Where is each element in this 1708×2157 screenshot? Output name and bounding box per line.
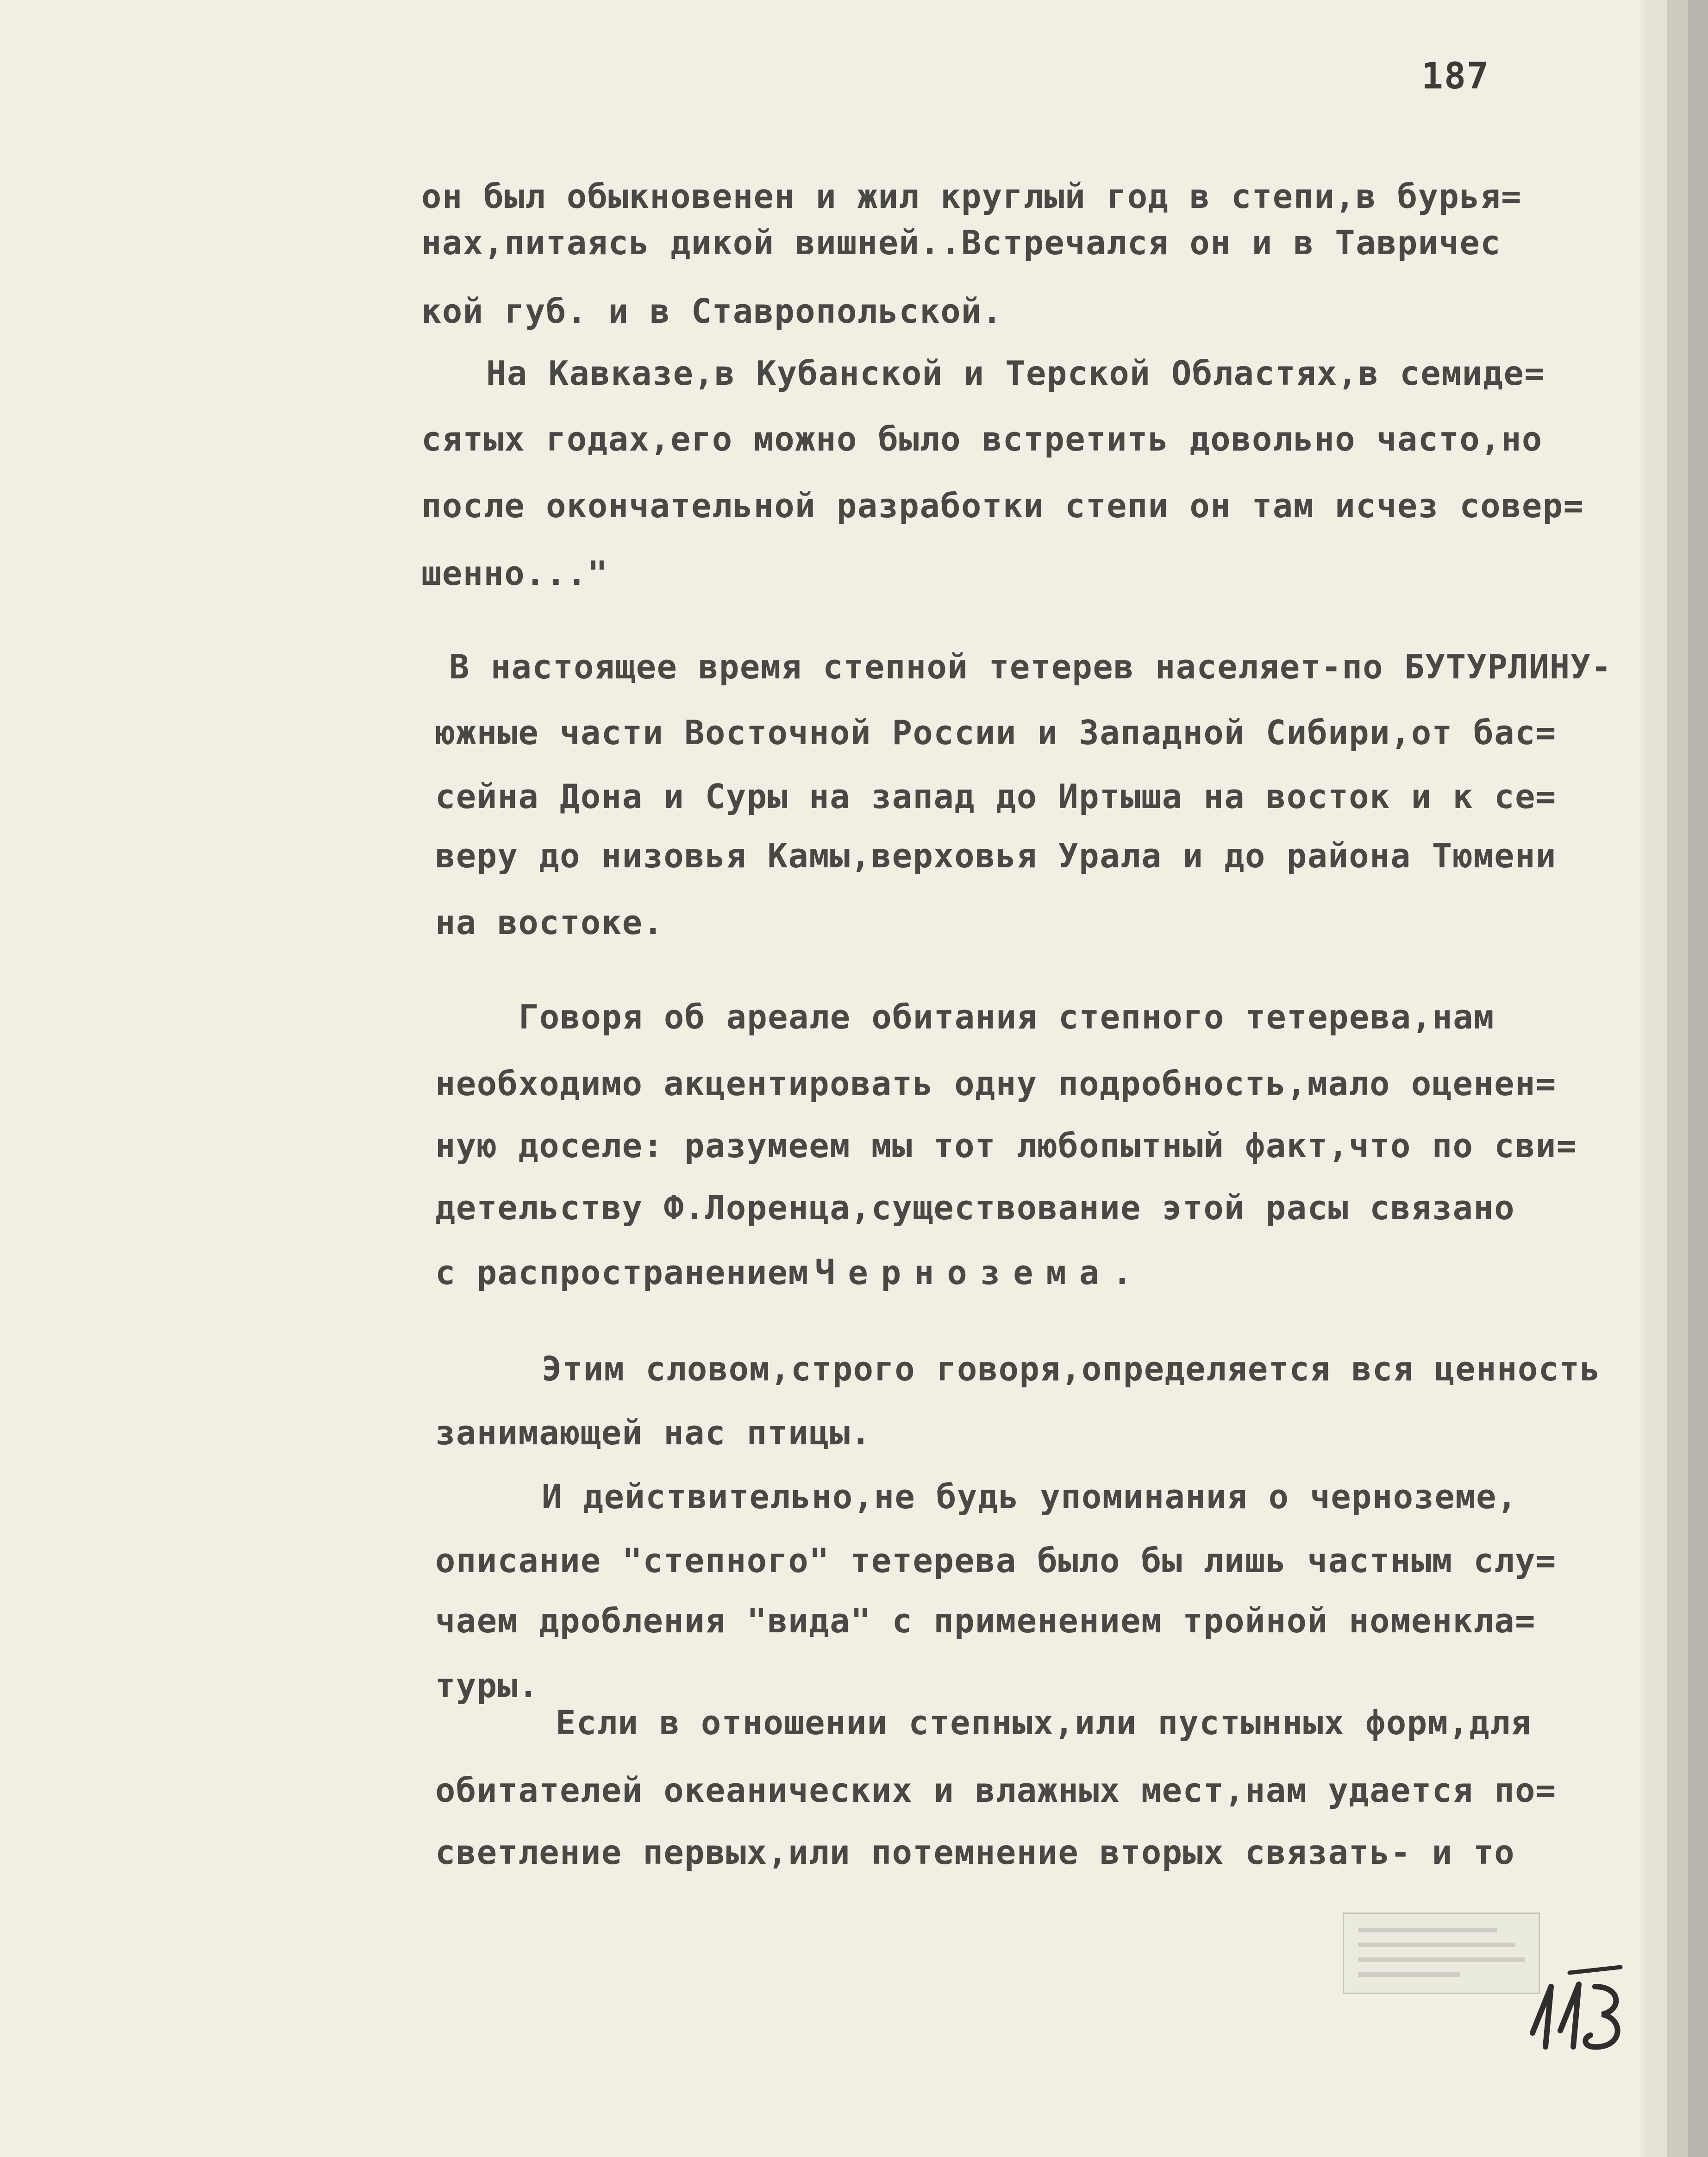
spaced-word: Чернозема. xyxy=(815,1253,1145,1292)
text-line: И действительно,не будь упоминания о черноземе, xyxy=(542,1477,1518,1516)
text-line: кой губ. и в Ставропольской. xyxy=(421,292,1003,331)
text-line: ную доселе: разумеем мы тот любопытный факт,что по сви= xyxy=(435,1126,1577,1165)
stacked-page-edge xyxy=(1688,0,1708,2157)
text-line: сятых годах,его можно было встретить довольно часто,но xyxy=(421,420,1543,458)
text-line: нах,питаясь дикой вишней..Встречался он и в Тавричес xyxy=(421,223,1502,262)
text-line: чаем дробления "вида" с применением тройной номенкла= xyxy=(435,1601,1536,1640)
text-line: на востоке. xyxy=(435,903,664,942)
archive-stamp xyxy=(1343,1912,1540,1994)
text-line: занимающей нас птицы. xyxy=(435,1413,871,1452)
text-line: южные части Восточной России и Западной Сибири,от бас= xyxy=(435,713,1557,752)
text-line: веру до низовья Камы,верховья Урала и до района Тюмени xyxy=(435,836,1557,875)
text-line: На Кавказе,в Кубанской и Терской Областях,в семиде= xyxy=(486,354,1545,393)
stacked-page-edge xyxy=(1667,0,1688,2157)
handwritten-folio-number xyxy=(1514,1954,1634,2061)
text-line: Говоря об ареале обитания степного тетерева,нам xyxy=(519,997,1495,1036)
text-line: он был обыкновенен и жил круглый год в степи,в бурья= xyxy=(421,177,1522,216)
text-line: необходимо акцентировать одну подробность,мало оценен= xyxy=(435,1064,1557,1103)
page-number: 187 xyxy=(1421,56,1489,97)
text-line: Если в отношении степных,или пустынных форм,для xyxy=(556,1703,1532,1742)
text-line: обитателей океанических и влажных мест,нам удается по= xyxy=(435,1771,1557,1810)
text-line: после окончательной разработки степи он там исчез совер= xyxy=(421,486,1584,525)
text-line: сейна Дона и Суры на запад до Иртыша на восток и к се= xyxy=(435,777,1557,816)
stacked-page-edge xyxy=(1648,0,1667,2157)
text-line: В настоящее время степной тетерев населяет-по БУТУРЛИНУ- xyxy=(449,647,1612,686)
text-line: туры. xyxy=(435,1666,539,1705)
text-line: описание "степного" тетерева было бы лишь частным слу= xyxy=(435,1541,1557,1580)
text-line: светление первых,или потемнение вторых связать- и то xyxy=(435,1833,1515,1872)
text-line: детельству Ф.Лоренца,существование этой расы связано xyxy=(435,1188,1515,1227)
text-line: Этим словом,строго говоря,определяется вся ценность xyxy=(542,1349,1601,1388)
text-line: шенно..." xyxy=(421,554,608,593)
text-line: с распространением xyxy=(435,1253,809,1292)
